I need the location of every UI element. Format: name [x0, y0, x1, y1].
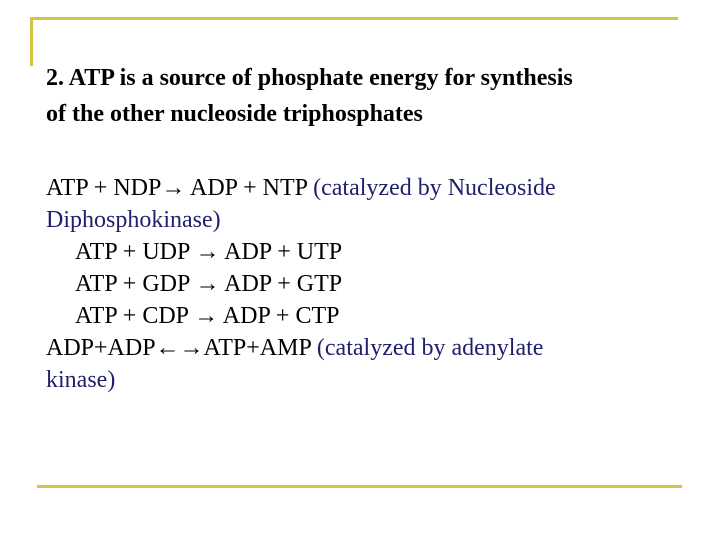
reaction-gdp: ATP + GDP → ADP + GTP — [75, 271, 343, 297]
reaction-main-note: (catalyzed by Nucleoside — [313, 175, 556, 201]
reaction-list — [46, 172, 706, 396]
frame-left-rule — [30, 17, 33, 66]
reaction-main — [46, 172, 706, 204]
reaction-cdp: ATP + CDP → ADP + CTP — [75, 303, 340, 329]
title-line-2: of the other nucleoside triphosphates — [46, 101, 423, 127]
reaction-main-equation: ATP + NDP→ ADP + NTP — [46, 175, 314, 201]
reaction-adenylate-note: (catalyzed by adenylate — [316, 335, 544, 361]
frame-bottom-rule — [37, 485, 682, 488]
reaction-adenylate — [46, 332, 706, 364]
title-line-1: 2. ATP is a source of phosphate energy for synthesis — [46, 65, 573, 91]
reaction-adenylate-equation: ADP+ADP←→ATP+AMP — [46, 335, 317, 361]
reaction-main-note-cont: Diphosphokinase) — [46, 207, 221, 233]
slide-title — [46, 60, 706, 132]
reaction-udp: ATP + UDP → ADP + UTP — [75, 239, 343, 265]
frame-top-rule — [30, 17, 678, 20]
reaction-adenylate-note-cont: kinase) — [46, 367, 116, 393]
